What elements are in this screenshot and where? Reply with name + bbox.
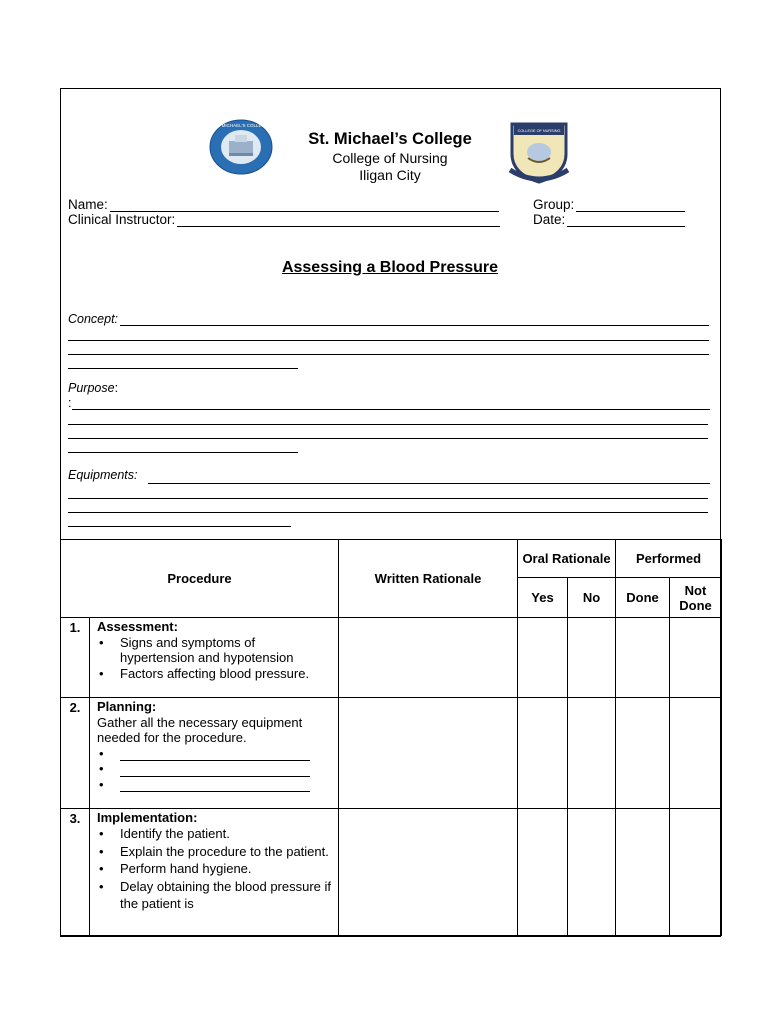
no-cell[interactable] (568, 618, 616, 698)
list-item: • Explain the procedure to the patient. (97, 843, 332, 861)
nursing-crest-logo (504, 120, 574, 186)
list-item[interactable] (97, 746, 332, 762)
department-name: College of Nursing (332, 150, 448, 166)
header-yes: Yes (518, 578, 568, 618)
list-item: • Factors affecting blood pressure. (97, 666, 332, 682)
equipments-line-4[interactable] (68, 513, 291, 527)
purpose-line-4[interactable] (68, 439, 298, 453)
group-field[interactable] (533, 197, 685, 212)
written-rationale-cell[interactable] (339, 618, 518, 698)
yes-cell[interactable] (518, 698, 568, 809)
name-line[interactable] (110, 199, 499, 212)
row-number: 2. (61, 698, 90, 809)
equipments-line-1[interactable] (148, 470, 710, 484)
header-procedure: Procedure (61, 540, 339, 618)
header-oral-rationale: Oral Rationale (518, 540, 616, 578)
concept-line-1[interactable] (120, 311, 709, 326)
city-name: Iligan City (359, 167, 421, 183)
purpose-colon: : (114, 381, 119, 395)
date-label: Date: (533, 212, 566, 227)
concept-line-2[interactable] (68, 327, 709, 341)
table-row (61, 698, 722, 809)
form-title: Assessing a Blood Pressure (281, 259, 499, 276)
written-rationale-cell[interactable] (339, 809, 518, 936)
list-item[interactable] (97, 761, 332, 777)
equipment-blank[interactable] (120, 748, 310, 761)
written-rationale-cell[interactable] (339, 698, 518, 809)
list-item[interactable] (97, 777, 332, 793)
instructor-line[interactable] (177, 214, 500, 227)
header-no: No (568, 578, 616, 618)
row-number: 3. (61, 809, 90, 936)
list-item: • Signs and symptoms of hypertension and hypotension (97, 635, 332, 666)
not-done-cell[interactable] (670, 809, 722, 936)
done-cell[interactable] (616, 698, 670, 809)
procedure-cell (90, 809, 339, 936)
equipments-label: Equipments: (68, 468, 138, 482)
name-field[interactable] (68, 197, 499, 212)
done-cell[interactable] (616, 618, 670, 698)
college-name: St. Michael’s College (308, 130, 472, 148)
svg-text:ST. MICHAEL'S COLLEGE: ST. MICHAEL'S COLLEGE (213, 123, 269, 128)
purpose-prefix: : (68, 396, 72, 410)
no-cell[interactable] (568, 809, 616, 936)
procedure-table (60, 539, 722, 936)
list-item: • Delay obtaining the blood pressure if the patient is (97, 878, 332, 913)
svg-text:COLLEGE OF NURSING: COLLEGE OF NURSING (517, 129, 561, 133)
header-done: Done (616, 578, 670, 618)
no-cell[interactable] (568, 698, 616, 809)
row-heading: Planning: (97, 699, 157, 714)
purpose-line-2[interactable] (68, 411, 708, 425)
yes-cell[interactable] (518, 618, 568, 698)
college-seal-logo (209, 119, 273, 175)
row-heading: Assessment: (97, 619, 178, 634)
row-heading: Implementation: (97, 810, 198, 825)
purpose-line-3[interactable] (68, 425, 708, 439)
equipments-line-2[interactable] (68, 485, 708, 499)
table-row (61, 618, 722, 698)
instructor-label: Clinical Instructor: (68, 212, 176, 227)
procedure-cell (90, 698, 339, 809)
purpose-label: Purpose (68, 381, 115, 395)
date-field[interactable] (533, 212, 685, 227)
instructor-field[interactable] (68, 212, 500, 227)
concept-line-3[interactable] (68, 341, 709, 355)
row-text: Gather all the necessary equipment needed for the procedure. (97, 714, 303, 745)
not-done-cell[interactable] (670, 698, 722, 809)
equipments-line-3[interactable] (68, 499, 708, 513)
date-line[interactable] (567, 214, 685, 227)
not-done-cell[interactable] (670, 618, 722, 698)
header-performed: Performed (616, 540, 722, 578)
done-cell[interactable] (616, 809, 670, 936)
list-item: • Perform hand hygiene. (97, 860, 332, 878)
equipment-blank[interactable] (120, 779, 310, 792)
row-number: 1. (61, 618, 90, 698)
name-label: Name: (68, 197, 108, 212)
concept-line-4[interactable] (68, 355, 298, 369)
group-line[interactable] (576, 199, 685, 212)
header-not-done: Not Done (670, 578, 722, 618)
group-label: Group: (533, 197, 575, 212)
purpose-line-1[interactable] (72, 396, 710, 410)
header-written-rationale: Written Rationale (339, 540, 518, 618)
procedure-cell (90, 618, 339, 698)
yes-cell[interactable] (518, 809, 568, 936)
purpose-label-wrap (68, 381, 118, 395)
table-row (61, 809, 722, 936)
list-item: • Identify the patient. (97, 825, 332, 843)
concept-label: Concept: (68, 312, 119, 326)
equipment-blank[interactable] (120, 764, 310, 777)
